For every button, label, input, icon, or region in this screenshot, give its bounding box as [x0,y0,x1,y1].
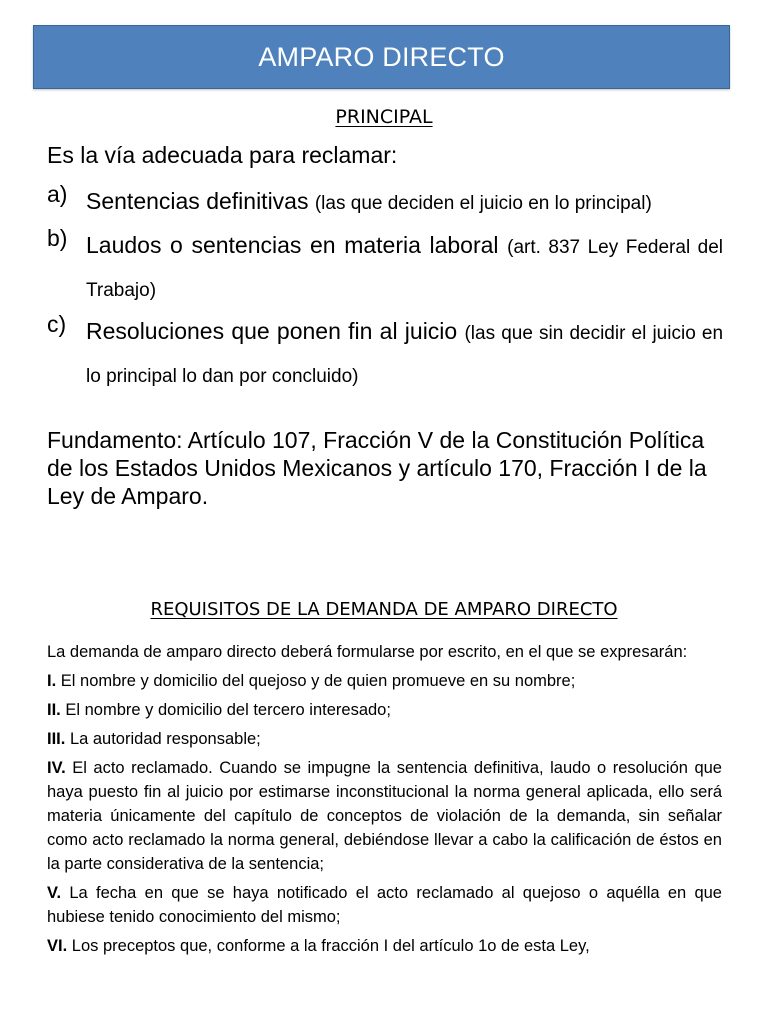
slide-title: AMPARO DIRECTO [33,25,730,89]
list-item [47,181,723,224]
principal-heading: PRINCIPAL [335,106,433,128]
list-item [47,225,723,311]
requisitos-heading: REQUISITOS DE LA DEMANDA DE AMPARO DIRECTO [150,599,618,620]
list-item-note: (art. 837 Ley Federal del Trabajo) [86,237,724,301]
requisito-text: El acto reclamado. Cuando se impugne la sentencia definitiva, laudo o resolución que haya puesto fin al juicio por estimarse inconstitucional la norma general aplicada, ello será materia únicamente del capítulo de conceptos de violación de la demanda, sin señalar como acto reclamado la norma general, debiéndose llevar a cabo la calificación de éstos en la parte considerativa de la sentencia; [47,759,722,873]
requisitos-body [47,640,722,963]
list-item-note: (las que deciden el juicio en lo principal) [314,193,652,214]
list-item-body [86,181,723,224]
requisito-text: El nombre y domicilio del tercero interesado; [65,701,391,719]
list-letter: b) [47,225,68,251]
requisito-num: II. [47,701,61,719]
list-item-body [86,225,723,311]
requisito-item [47,727,722,751]
list-item-main: Resoluciones que ponen fin al juicio [86,318,458,344]
requisito-num: III. [47,730,66,748]
list-item-main: Laudos o sentencias en materia laboral [86,232,499,258]
requisito-num: V. [47,884,62,902]
list-letter: c) [47,311,67,337]
list-item [47,311,723,397]
requisito-text: Los preceptos que, conforme a la fracción I del artículo 1o de esta Ley, [71,937,590,955]
requisito-item [47,934,722,958]
requisito-num: I. [47,672,57,690]
fundamento-text: Fundamento: Artículo 107, Fracción V de la Constitución Política de los Estados Unidos Mexicanos y artículo 170, Fracción I de la Ley de Amparo. [47,427,707,509]
list-item-body [86,311,723,397]
requisito-num: VI. [47,937,68,955]
requisito-item [47,669,722,693]
requisito-item [47,756,722,876]
requisito-text: El nombre y domicilio del quejoso y de quien promueve en su nombre; [60,672,576,690]
requisito-text: La autoridad responsable; [69,730,261,748]
requisito-item [47,698,722,722]
list-item-note: (las que sin decidir el juicio en lo principal lo dan por concluido) [86,323,724,387]
list-letter: a) [47,181,68,207]
list-item-main: Sentencias definitivas [86,188,309,214]
requisitos-intro: La demanda de amparo directo deberá formularse por escrito, en el que se expresarán: [47,643,688,661]
requisito-text: La fecha en que se haya notificado el acto reclamado al quejoso o aquélla en que hubiese tenido conocimiento del mismo; [47,884,722,926]
principal-intro: Es la vía adecuada para reclamar: [47,142,398,168]
requisito-num: IV. [47,759,66,777]
requisito-item [47,881,722,929]
